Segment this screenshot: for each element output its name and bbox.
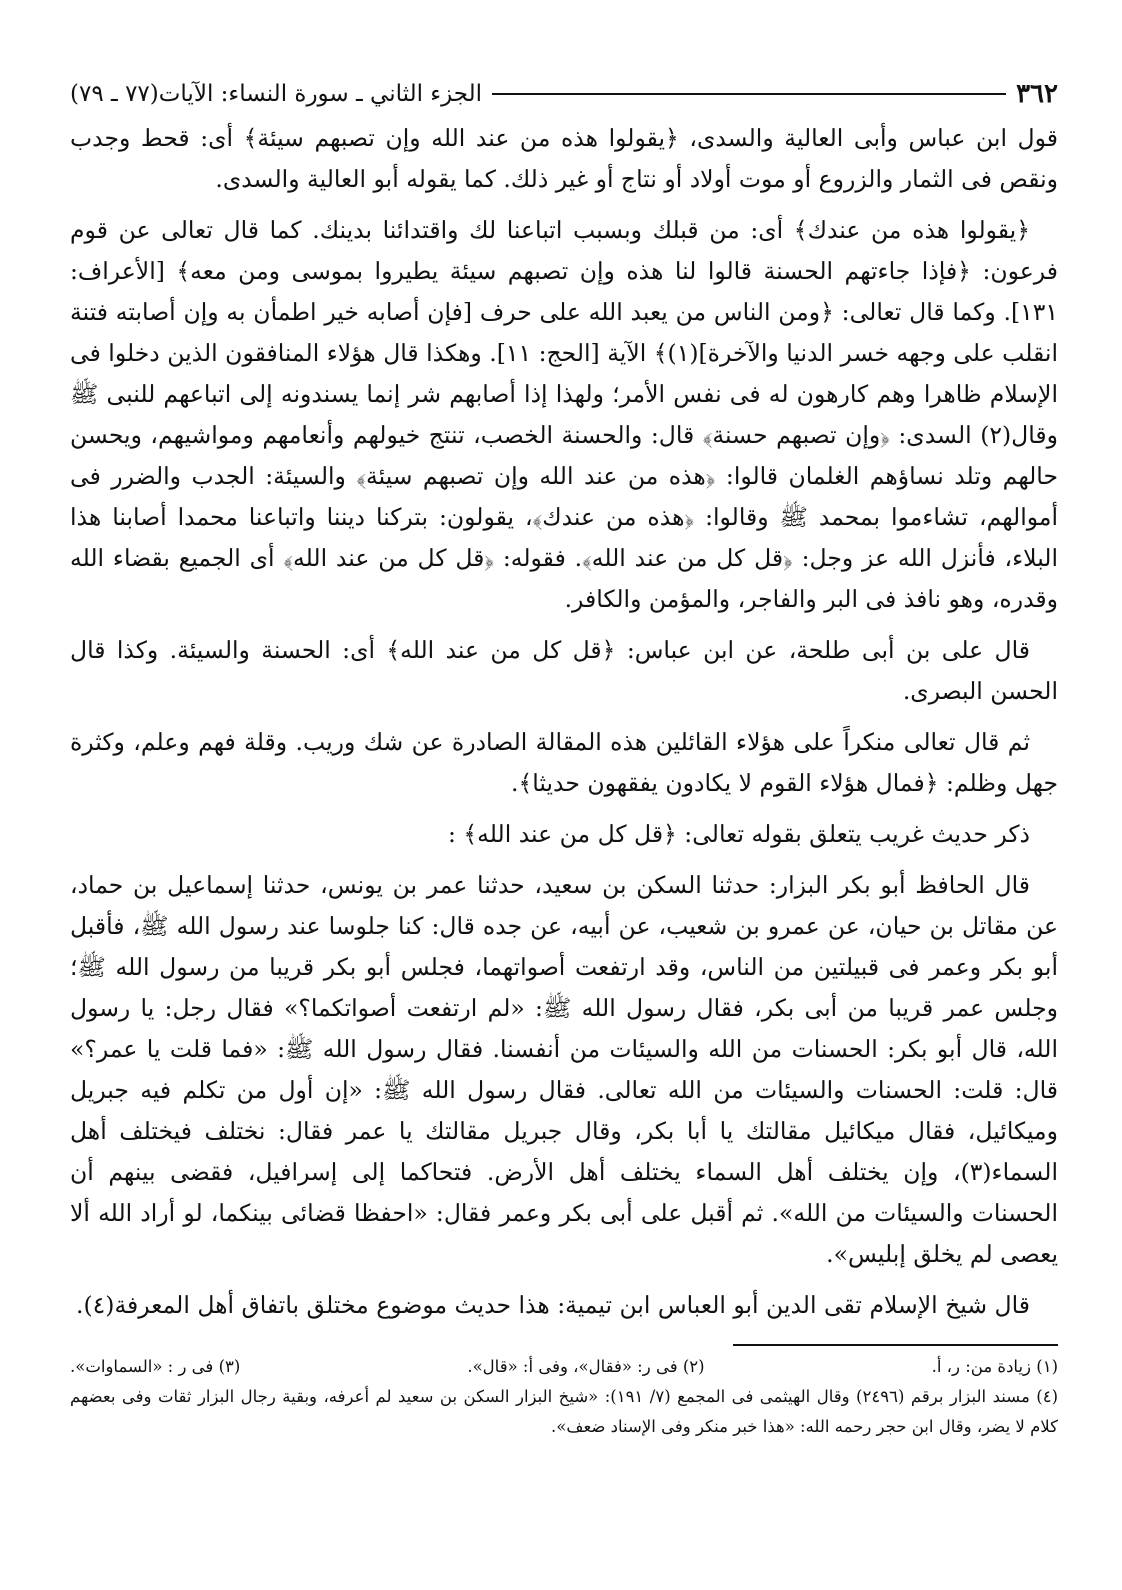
paragraph: قال شيخ الإسلام تقى الدين أبو العباس ابن تيمية: هذا حديث موضوع مختلق باتفاق أهل المعرفة(٤). bbox=[76, 1291, 1030, 1319]
paragraph: قال الحافظ أبو بكر البزار: حدثنا السكن بن سعيد، حدثنا عمر بن يونس، حدثنا إسماعيل بن حماد، عن مقاتل بن حيان، عن عمرو بن شعيب، عن أبيه، عن جده قال: كنا جلوسا عند رسول الله ﷺ، فأقبل أبو بكر وعمر فى قبيلتين من الناس، وقد ارتفعت أصواتهما، فجلس أبو بكر قريبا من رسول الله ﷺ؛ وجلس عمر قريبا من أبى بكر، فقال رسول الله ﷺ: «لم ارتفعت أصواتكما؟» فقال رجل: يا رسول الله، قال أبو بكر: الحسنات من الله والسيئات من أنفسنا. فقال رسول الله ﷺ: «فما قلت يا عمر؟» قال: قلت: الحسنات والسيئات من الله تعالى. فقال رسول الله ﷺ: «إن أول من تكلم فيه جبريل وميكائيل، فقال ميكائيل مقالتك يا أبا بكر، وقال جبريل مقالتك يا عمر فقال: نختلف فيختلف أهل السماء(٣)، وإن يختلف أهل السماء يختلف أهل الأرض. فتحاكما إلى إسرافيل، فقضى بينهم أن الحسنات والسيئات من الله». ثم أقبل على أبى بكر وعمر فقال: «احفظا قضائى بينكما، لو أراد الله ألا يعصى لم يخلق إبليس». bbox=[70, 871, 1058, 1268]
footnote: (٢) فى ر: «فقال»، وفى أ: «قال». bbox=[467, 1357, 705, 1376]
paragraph: قال على بن أبى طلحة، عن ابن عباس: ﴿قل كل من عند الله﴾ أى: الحسنة والسيئة. وكذا قال الحسن البصرى. bbox=[70, 636, 1058, 705]
paragraph: قول ابن عباس وأبى العالية والسدى، ﴿يقولوا هذه من عند الله وإن تصبهم سيئة﴾ أى: قحط وجدب ونقص فى الثمار والزروع أو موت أولاد أو نتاج أو غير ذلك. كما يقوله أبو العالية والسدى. bbox=[70, 124, 1058, 193]
footnote-separator bbox=[733, 1344, 1058, 1346]
page-header bbox=[70, 70, 1058, 118]
book-page bbox=[70, 70, 1058, 1560]
running-title: الجزء الثاني ـ سورة النساء: الآيات(٧٧ ـ ٧٩) bbox=[70, 81, 483, 107]
footnotes bbox=[70, 1352, 1058, 1442]
paragraph: ثم قال تعالى منكراً على هؤلاء القائلين هذه المقالة الصادرة عن شك وريب. وقلة فهم وعلم، وكثرة جهل وظلم: ﴿فمال هؤلاء القوم لا يكادون يفقهون حديثا﴾. bbox=[70, 728, 1058, 797]
header-rule bbox=[492, 93, 1006, 95]
page-number: ٣٦٢ bbox=[1016, 79, 1058, 109]
paragraph: ﴿يقولوا هذه من عندك﴾ أى: من قبلك وبسبب اتباعنا لك واقتدائنا بدينك. كما قال تعالى عن قوم فرعون: ﴿فإذا جاءتهم الحسنة قالوا لنا هذه وإن تصبهم سيئة يطيروا بموسى ومن معه﴾ [الأعراف: ١٣١]. وكما قال تعالى: ﴿ومن الناس من يعبد الله على حرف [فإن أصابه خير اطمأن به وإن أصابته فتنة انقلب على وجهه خسر الدنيا والآخرة](١)﴾ الآية [الحج: ١١]. وهكذا قال هؤلاء المنافقون الذين دخلوا فى الإسلام ظاهرا وهم كارهون له فى نفس الأمر؛ ولهذا إذا أصابهم شر إنما يسندونه إلى اتباعهم للنبى ﷺ وقال(٢) السدى: ﴿وإن تصبهم حسنة﴾ قال: والحسنة الخصب، تنتج خيولهم وأنعامهم ومواشيهم، ويحسن حالهم وتلد نساؤهم الغلمان قالوا: ﴿هذه من عند الله وإن تصبهم سيئة﴾ والسيئة: الجدب والضرر فى أموالهم، تشاءموا بمحمد ﷺ وقالوا: ﴿هذه من عندك﴾، يقولون: بتركنا ديننا واتباعنا محمدا أصابنا هذا البلاء، فأنزل الله عز وجل: ﴿قل كل من عند الله﴾. فقوله: ﴿قل كل من عند الله﴾ أى الجميع بقضاء الله وقدره، وهو نافذ فى البر والفاجر، والمؤمن والكافر. bbox=[70, 216, 1058, 613]
section-heading: ذكر حديث غريب يتعلق بقوله تعالى: ﴿قل كل من عند الله﴾ : bbox=[448, 820, 1030, 848]
page-body bbox=[70, 118, 1058, 1326]
footnote: (٣) فى ر : «السماوات». bbox=[70, 1357, 241, 1376]
footnote: (١) زيادة من: ر، أ. bbox=[931, 1357, 1058, 1376]
footnote-row bbox=[70, 1352, 1058, 1382]
footnote: (٤) مسند البزار برقم (٢٤٩٦) وقال الهيثمى فى المجمع (٧/ ١٩١): «شيخ البزار السكن بن سعيد لم أعرفه، وبقية رجال البزار ثقات وفى بعضهم كلام لا يضر، وقال ابن حجر رحمه الله: «هذا خبر منكر وفى الإسناد ضعف». bbox=[70, 1387, 1058, 1436]
